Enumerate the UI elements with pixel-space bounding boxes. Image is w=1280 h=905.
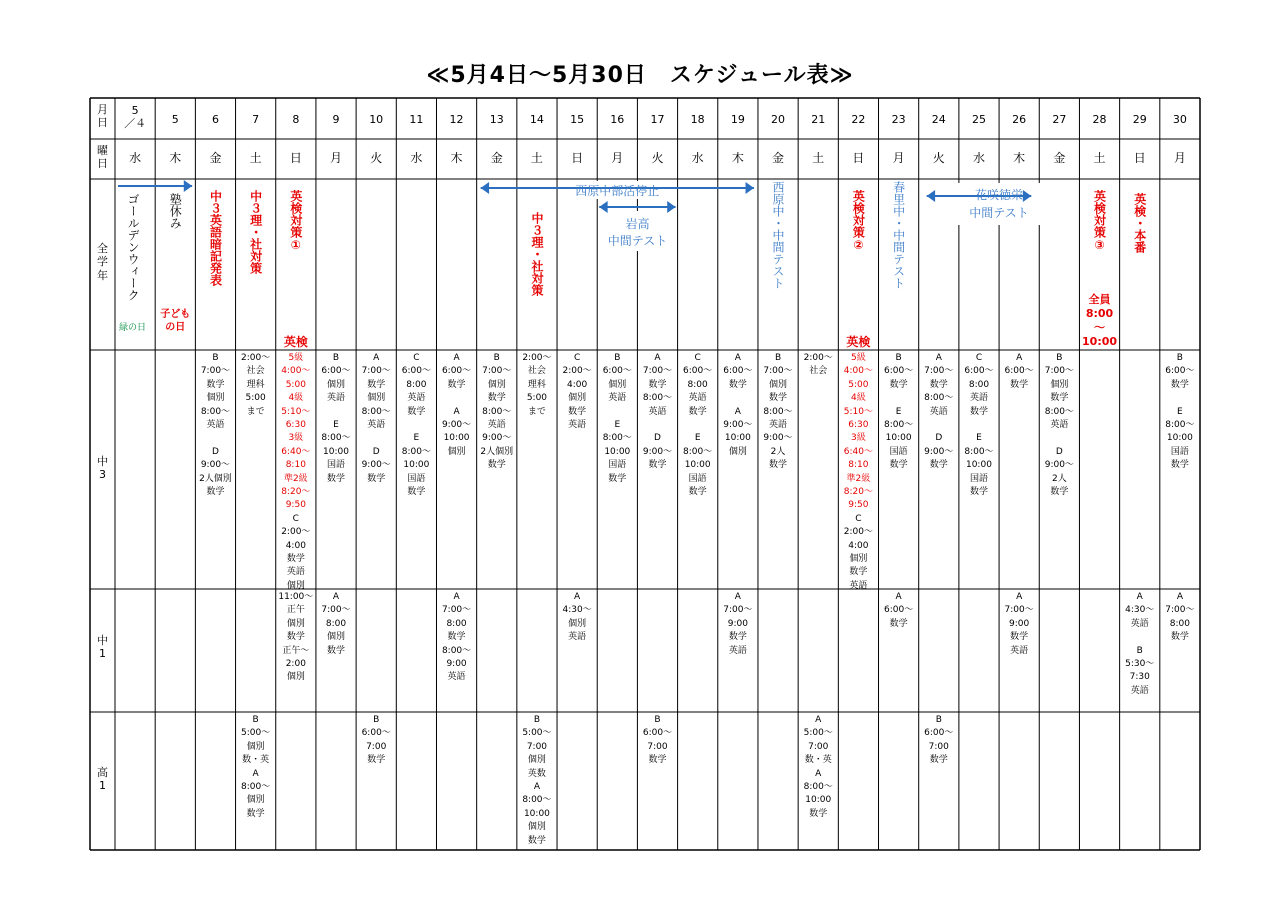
day-number: 5 ／４ xyxy=(124,104,147,131)
chu3-cell: C 2:00～ 4:00 個別 数学 英語 xyxy=(843,513,874,591)
chu3-cell: C 2:00～ 4:00 個別 数学 英語 xyxy=(562,353,592,431)
eiken-taisaku-3-label: 英検対策③ xyxy=(1092,190,1107,252)
weekday-label: 日 xyxy=(289,151,302,165)
chu3-cell: 2:00～ 社会 理科 5:00 まで xyxy=(241,353,271,417)
day-number: 16 xyxy=(610,113,625,126)
day-number: 13 xyxy=(489,113,504,126)
day-number: 24 xyxy=(931,113,946,126)
weekday-label: 金 xyxy=(772,151,785,165)
arrow-head xyxy=(481,182,489,194)
arrow-head xyxy=(927,190,935,202)
chu3-cell: A 7:00～ 数学 8:00～ 英語 D 9:00～ 数学 xyxy=(924,353,954,471)
weekday-label: 日 xyxy=(1133,151,1146,165)
day-number: 20 xyxy=(771,113,786,126)
weekday-label: 月 xyxy=(330,151,343,165)
ko1-cell: B 6:00～ 7:00 数学 xyxy=(361,715,391,766)
chu3-cell: C 6:00～ 8:00 英語 数学 E 8:00～ 10:00 国語 数学 xyxy=(401,353,431,498)
chu3-eiken-schedule: 5級 4:00～ 5:00 4級 5:10～ 6:30 3級 6:40～ 8:10 準2級 8:20～ 9:50 xyxy=(843,353,874,511)
chu3-cell: B 6:00～ 個別 英語 E 8:00～ 10:00 国語 数学 xyxy=(602,353,632,484)
arrow-head xyxy=(599,201,607,213)
chu3-cell: B 6:00～ 数学 E 8:00～ 10:00 国語 数学 xyxy=(1165,353,1195,471)
chu3-cell: A 7:00～ 数学 8:00～ 英語 D 9:00～ 数学 xyxy=(642,353,673,471)
chu3-ri-sha-label: 中３理・社対策 xyxy=(529,212,544,296)
chu1-cell: A 4:30～ 個別 英語 xyxy=(562,592,592,643)
chu1-cell: 11:00～ 正午 個別 数学 正午～ 2:00 個別 xyxy=(278,592,314,683)
row-header-month-day: 月 日 xyxy=(97,103,108,130)
page-title: ≪5月4日～5月30日 スケジュール表≫ xyxy=(426,63,854,88)
day-number: 15 xyxy=(570,113,585,126)
arrow-head xyxy=(667,201,675,213)
weekday-label: 火 xyxy=(370,151,383,165)
day-number: 6 xyxy=(211,113,219,126)
chu1-cell: A 7:00～ 8:00 個別 数学 xyxy=(321,592,351,656)
harusato-test-label: 春里中・中間テスト xyxy=(891,181,906,289)
chu1-cell: A 7:00～ 9:00 数学 英語 xyxy=(723,592,753,656)
weekday-label: 日 xyxy=(852,151,865,165)
weekday-label: 水 xyxy=(691,151,704,165)
chu3-cell: A 7:00～ 数学 個別 8:00～ 英語 D 9:00～ 数学 xyxy=(361,353,391,484)
ko1-cell: B 6:00～ 7:00 数学 xyxy=(924,715,954,766)
day-number: 17 xyxy=(650,113,665,126)
weekday-label: 水 xyxy=(410,151,423,165)
chu1-cell: A 7:00～ 8:00 数学 xyxy=(1165,592,1195,643)
chu1-cell: A 4:30～ 英語 B 5:30～ 7:30 英語 xyxy=(1125,592,1155,696)
eiken-label: 英検 xyxy=(846,335,871,349)
day-number: 27 xyxy=(1052,113,1067,126)
day-number: 12 xyxy=(449,113,464,126)
weekday-label: 金 xyxy=(1053,151,1066,165)
day-number: 25 xyxy=(971,113,986,126)
zenin-time-label: 全員 8:00 ～ 10:00 xyxy=(1082,293,1118,348)
chu3-eiken-schedule: 5級 4:00～ 5:00 4級 5:10～ 6:30 3級 6:40～ 8:10 準2級 8:20～ 9:50 xyxy=(281,353,311,511)
arrow-head xyxy=(184,180,192,192)
chu3-cell: B 6:00～ 個別 英語 E 8:00～ 10:00 国語 数学 xyxy=(321,353,351,484)
day-number: 28 xyxy=(1092,113,1107,126)
weekday-label: 金 xyxy=(209,151,222,165)
day-number: 19 xyxy=(730,113,745,126)
juku-yasumi-label: 塾休み xyxy=(168,193,183,229)
day-number: 22 xyxy=(851,113,866,126)
row-header-all-grades: 全 学 年 xyxy=(97,242,108,282)
kodomo-no-hi-label: 子ども の日 xyxy=(160,309,191,334)
weekday-label: 火 xyxy=(651,151,664,165)
chu1-cell: A 7:00～ 9:00 数学 英語 xyxy=(1004,592,1034,656)
hanasaki-label: 花咲徳栄 xyxy=(974,188,1023,202)
day-number: 10 xyxy=(369,113,384,126)
hanasaki-test-label: 中間テスト xyxy=(969,206,1029,220)
weekday-label: 土 xyxy=(812,151,825,165)
chu3-cell: A 6:00～ 数学 xyxy=(1004,353,1034,390)
ko1-cell: B 6:00～ 7:00 数学 xyxy=(642,715,673,766)
row-header-ko1: 高 1 xyxy=(97,766,108,793)
chu3-cell: B 7:00～ 数学 個別 8:00～ 英語 D 9:00～ 2人個別 数学 xyxy=(199,353,232,498)
chu3-cell: B 7:00～ 個別 数学 8:00～ 英語 D 9:00～ 2人 数学 xyxy=(1044,353,1074,498)
row-header-weekday: 曜 日 xyxy=(97,144,108,171)
ko1-cell: B 5:00～ 7:00 個別 英数 A 8:00～ 10:00 個別 数学 xyxy=(522,715,552,846)
chu3-cell: B 7:00～ 個別 数学 8:00～ 英語 9:00～ 2人 数学 xyxy=(763,353,793,471)
day-number: 9 xyxy=(332,113,340,126)
iwataka-label: 岩高 xyxy=(625,217,650,231)
day-number: 21 xyxy=(811,113,826,126)
iwataka-test-label: 中間テスト xyxy=(607,234,668,248)
day-number: 26 xyxy=(1012,113,1027,126)
midori-no-hi-label: 緑の日 xyxy=(119,323,147,333)
day-number: 7 xyxy=(252,113,260,126)
chu1-cell: A 7:00～ 8:00 数学 8:00～ 9:00 英語 xyxy=(441,592,472,683)
weekday-label: 日 xyxy=(571,151,584,165)
chu3-cell: A 6:00～ 数学 A 9:00～ 10:00 個別 xyxy=(723,353,753,457)
weekday-label: 水 xyxy=(129,151,142,165)
weekday-label: 木 xyxy=(1013,151,1026,165)
chu1-cell: A 6:00～ 数学 xyxy=(883,592,914,629)
day-number: 5 xyxy=(171,113,179,126)
day-number: 23 xyxy=(891,113,906,126)
weekday-label: 水 xyxy=(972,151,985,165)
chu3-cell: A 6:00～ 数学 A 9:00～ 10:00 個別 xyxy=(441,353,472,457)
chu3-cell: C 6:00～ 8:00 英語 数学 E 8:00～ 10:00 国語 数学 xyxy=(964,353,994,498)
weekday-label: 土 xyxy=(530,151,543,165)
eiken-honban-label: 英検・本番 xyxy=(1132,193,1147,253)
nishihara-test-label: 西原中・中間テスト xyxy=(771,181,786,289)
weekday-label: 土 xyxy=(1093,151,1106,165)
day-number: 8 xyxy=(292,113,300,126)
chu3-cell: C 6:00～ 8:00 英語 数学 E 8:00～ 10:00 国語 数学 xyxy=(683,353,713,498)
weekday-label: 月 xyxy=(611,151,624,165)
eiken-label: 英検 xyxy=(283,335,308,349)
chu3-cell: 2:00～ 社会 xyxy=(803,353,833,377)
arrow-head xyxy=(746,182,754,194)
day-number: 30 xyxy=(1172,113,1187,126)
chu3-ri-sha-label: 中３理・社対策 xyxy=(248,190,263,274)
ko1-cell: A 5:00～ 7:00 数・英 A 8:00～ 10:00 数学 xyxy=(803,715,833,819)
chu3-cell: B 7:00～ 個別 数学 8:00～ 英語 9:00～ 2人個別 数学 xyxy=(480,353,514,471)
weekday-label: 月 xyxy=(1173,151,1186,165)
weekday-label: 木 xyxy=(731,151,744,165)
chu3-cell: 2:00～ 社会 理科 5:00 まで xyxy=(522,353,552,417)
day-number: 18 xyxy=(690,113,705,126)
ko1-cell: B 5:00～ 個別 数・英 A 8:00～ 個別 数学 xyxy=(241,715,271,819)
chu3-cell: B 6:00～ 数学 E 8:00～ 10:00 国語 数学 xyxy=(883,353,914,471)
day-number: 29 xyxy=(1132,113,1147,126)
golden-week-label: ゴールデンウィーク xyxy=(126,193,141,301)
eiken-taisaku-2-label: 英検対策② xyxy=(851,190,866,252)
weekday-label: 木 xyxy=(169,151,182,165)
day-number: 14 xyxy=(529,113,544,126)
chu3-cell: C 2:00～ 4:00 数学 英語 個別 xyxy=(281,513,311,591)
weekday-label: 月 xyxy=(892,151,905,165)
weekday-label: 木 xyxy=(450,151,463,165)
row-header-chu3: 中 3 xyxy=(97,455,108,482)
nishihara-bukatsu-stop-label: 西原中部活停止 xyxy=(575,184,660,198)
chu3-eigo-anki-label: 中３英語暗記発表 xyxy=(208,190,223,286)
weekday-label: 火 xyxy=(932,151,945,165)
eiken-taisaku-1-label: 英検対策① xyxy=(288,190,303,252)
weekday-label: 土 xyxy=(249,151,262,165)
weekday-label: 金 xyxy=(490,151,503,165)
day-number: 11 xyxy=(409,113,424,126)
row-header-chu1: 中 1 xyxy=(97,634,108,661)
